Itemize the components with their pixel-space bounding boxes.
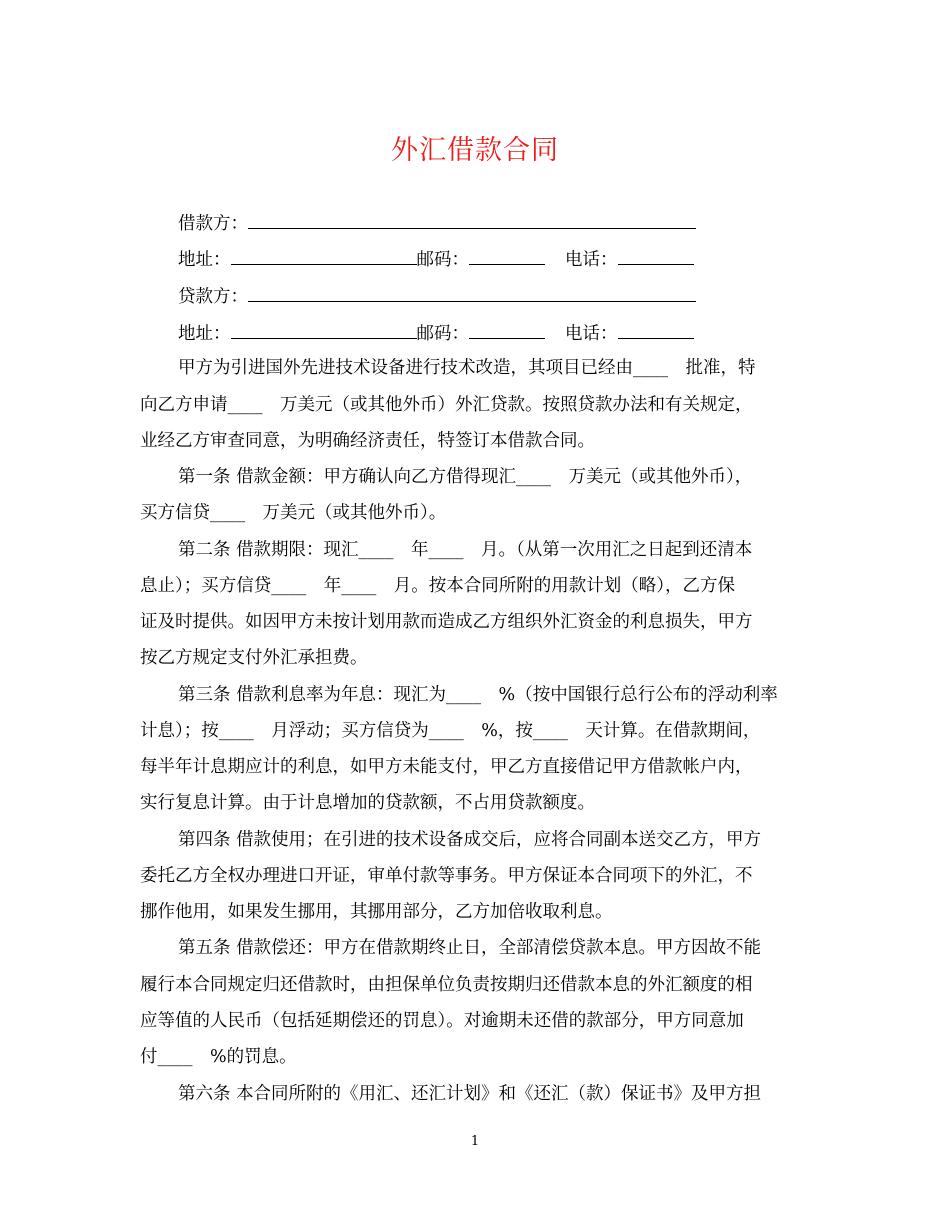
address-blank bbox=[231, 248, 417, 265]
paragraph-line: 甲方为引进国外先进技术设备进行技术改造，其项目已经由____ 批准，特 bbox=[178, 358, 756, 378]
borrower-line bbox=[178, 212, 848, 234]
article-4-line: 委托乙方全权办理进口开证，审单付款等事务。甲方保证本合同项下的外汇，不 bbox=[140, 866, 753, 886]
article-4-line: 挪作他用，如果发生挪用，其挪用部分，乙方加倍收取利息。 bbox=[140, 902, 613, 922]
article-6-line: 第六条 本合同所附的《用汇、还汇计划》和《还汇（款）保证书》及甲方担 bbox=[178, 1084, 762, 1104]
borrower-blank bbox=[248, 212, 696, 229]
article-3-line: 实行复息计算。由于计息增加的贷款额，不占用贷款额度。 bbox=[140, 793, 595, 813]
address-label: 地址： bbox=[178, 250, 231, 270]
lender-line bbox=[178, 285, 848, 307]
postcode-label: 邮码： bbox=[416, 250, 469, 270]
article-1-line: 第一条 借款金额：甲方确认向乙方借得现汇____ 万美元（或其他外币）， bbox=[178, 467, 753, 487]
article-4-line: 第四条 借款使用；在引进的技术设备成交后，应将合同副本送交乙方，甲方 bbox=[178, 830, 762, 850]
address-label: 地址： bbox=[178, 324, 231, 344]
lender-address-line bbox=[178, 322, 848, 344]
postcode-label: 邮码： bbox=[416, 324, 469, 344]
article-2-line: 息止）；买方信贷____ 年____ 月。按本合同所附的用款计划（略），乙方保 bbox=[140, 576, 735, 596]
article-1-line: 买方信贷____ 万美元（或其他外币）。 bbox=[140, 503, 447, 523]
article-3-line: 每半年计息期应计的利息，如甲方未能支付，甲乙方直接借记甲方借款帐户内， bbox=[140, 757, 753, 777]
paragraph-line: 向乙方申请____ 万美元（或其他外币）外汇贷款。按照贷款办法和有关规定， bbox=[140, 395, 753, 415]
article-3-line: 第三条 借款利息率为年息：现汇为____ %（按中国银行总行公布的浮动利率 bbox=[178, 685, 778, 705]
postcode-blank bbox=[469, 322, 545, 339]
phone-blank bbox=[618, 322, 694, 339]
article-2-line: 按乙方规定支付外汇承担费。 bbox=[140, 648, 368, 668]
article-5-line: 付____ %的罚息。 bbox=[140, 1047, 297, 1067]
phone-label: 电话： bbox=[565, 324, 618, 344]
page-number: 1 bbox=[470, 1134, 480, 1149]
phone-label: 电话： bbox=[565, 250, 618, 270]
phone-blank bbox=[618, 248, 694, 265]
article-2-line: 证及时提供。如因甲方未按计划用款而造成乙方组织外汇资金的利息损失，甲方 bbox=[140, 612, 753, 632]
postcode-blank bbox=[469, 248, 545, 265]
article-3-line: 计息）；按____ 月浮动；买方信贷为____ %，按____ 天计算。在借款期间， bbox=[140, 721, 761, 741]
borrower-label: 借款方： bbox=[178, 214, 248, 234]
lender-blank bbox=[248, 285, 696, 302]
document-title: 外汇借款合同 bbox=[391, 135, 559, 166]
paragraph-line: 业经乙方审查同意，为明确经济责任，特签订本借款合同。 bbox=[140, 431, 595, 451]
article-5-line: 第五条 借款偿还：甲方在借款期终止日，全部清偿贷款本息。甲方因故不能 bbox=[178, 938, 762, 958]
article-2-line: 第二条 借款期限：现汇____ 年____ 月。（从第一次用汇之日起到还清本 bbox=[178, 540, 753, 560]
article-5-line: 履行本合同规定归还借款时，由担保单位负责按期归还借款本息的外汇额度的相 bbox=[140, 975, 753, 995]
article-5-line: 应等值的人民币（包括延期偿还的罚息）。对逾期未还借的款部分，甲方同意加 bbox=[140, 1011, 744, 1031]
lender-label: 贷款方： bbox=[178, 287, 248, 307]
address-blank bbox=[231, 322, 417, 339]
borrower-address-line bbox=[178, 248, 848, 270]
